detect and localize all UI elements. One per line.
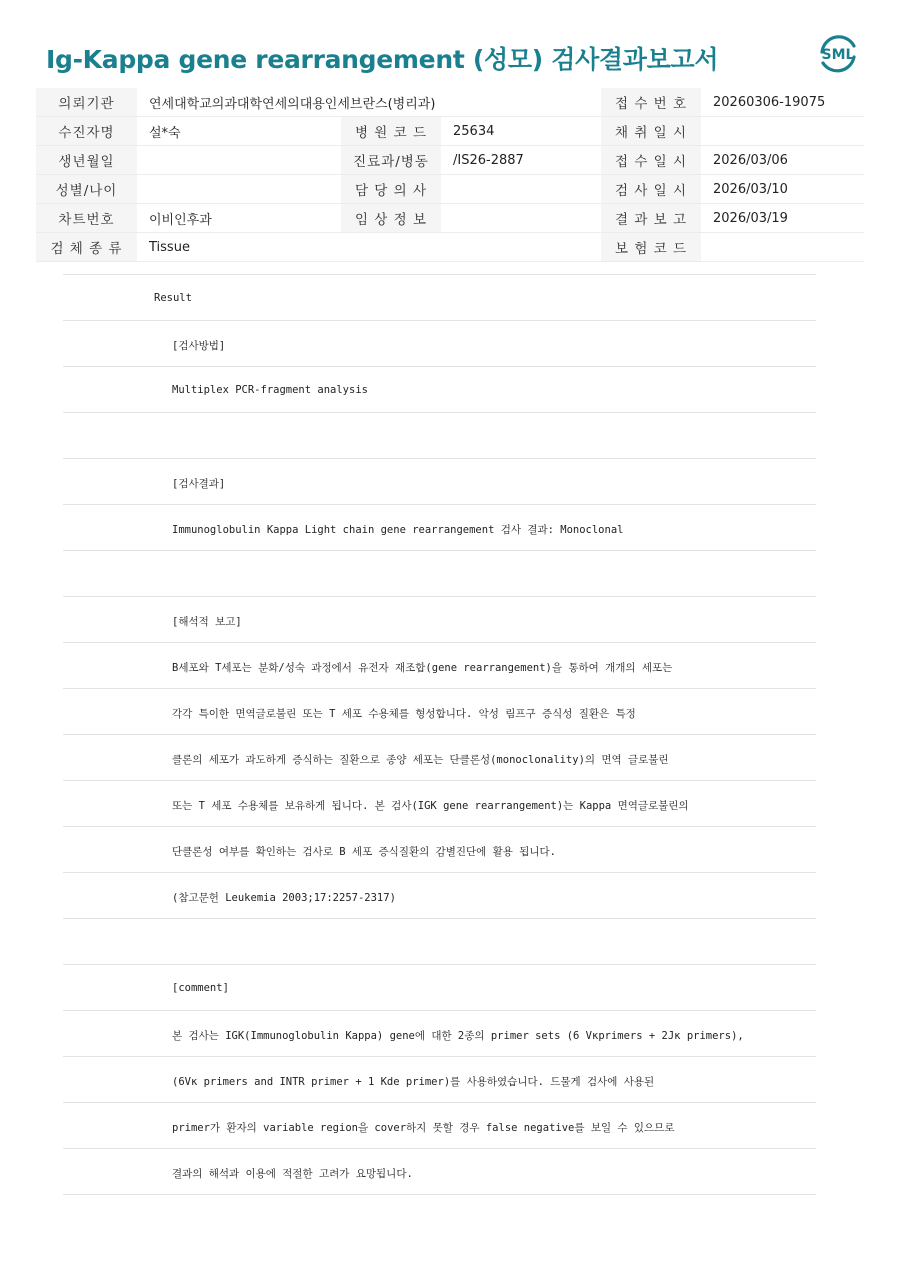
- result-header-row: [63, 274, 816, 320]
- info-value: [137, 146, 341, 175]
- patient-info-table: [36, 88, 864, 262]
- info-label: 진료과/병동: [341, 146, 441, 175]
- result-line-row: [63, 1102, 816, 1148]
- report-title: Ig-Kappa gene rearrangement (성모) 검사결과보고서: [46, 45, 719, 74]
- result-line: (6Vκ primers and INTR primer + 1 Kde primer)를 사용하였습니다. 드물게 검사에 사용된: [172, 1076, 655, 1088]
- result-line-row: [63, 504, 816, 550]
- info-value: [701, 233, 864, 262]
- info-value: [701, 117, 864, 146]
- result-header: Result: [154, 292, 192, 304]
- info-row: [36, 233, 864, 262]
- info-value: 2026/03/10: [701, 175, 864, 204]
- result-line-row: [63, 1010, 816, 1056]
- info-value: [137, 175, 341, 204]
- info-label: 접 수 일 시: [601, 146, 701, 175]
- logo-text: SML: [821, 47, 855, 63]
- result-line: (참고문헌 Leukemia 2003;17:2257-2317): [172, 892, 396, 904]
- result-line-row: [63, 918, 816, 964]
- result-line: 각각 특이한 면역글로불린 또는 T 세포 수용체를 형성합니다. 악성 림프구 증식성 질환은 특정: [172, 708, 636, 720]
- result-line: 단클론성 여부를 확인하는 검사로 B 세포 증식질환의 감별진단에 활용 됩니다.: [172, 846, 556, 858]
- info-label: 의뢰기관: [36, 88, 137, 117]
- result-line-row: [63, 964, 816, 1010]
- info-label: 담 당 의 사: [341, 175, 441, 204]
- result-line: Immunoglobulin Kappa Light chain gene rearrangement 검사 결과: Monoclonal: [172, 524, 624, 536]
- result-line-row: [63, 412, 816, 458]
- result-line-row: [63, 688, 816, 734]
- result-line-row: [63, 1148, 816, 1195]
- info-row: [36, 117, 864, 146]
- info-label: 검 사 일 시: [601, 175, 701, 204]
- info-value: 연세대학교의과대학연세의대용인세브란스(병리과): [137, 88, 601, 117]
- result-section: [63, 274, 816, 1195]
- info-label: 수진자명: [36, 117, 137, 146]
- info-label: 차트번호: [36, 204, 137, 233]
- sml-logo: [814, 30, 862, 78]
- info-label: 접 수 번 호: [601, 88, 701, 117]
- result-line-row: [63, 458, 816, 504]
- result-line-row: [63, 780, 816, 826]
- result-line-row: [63, 366, 816, 412]
- info-value: 설*숙: [137, 117, 341, 146]
- result-line-row: [63, 596, 816, 642]
- info-value: [441, 175, 601, 204]
- result-line: B세포와 T세포는 분화/성숙 과정에서 유전자 재조합(gene rearrangement)을 통하여 개개의 세포는: [172, 662, 673, 674]
- info-label: 생년월일: [36, 146, 137, 175]
- result-line-row: [63, 642, 816, 688]
- info-label: 채 취 일 시: [601, 117, 701, 146]
- result-line-row: [63, 872, 816, 918]
- info-row: [36, 146, 864, 175]
- result-line: primer가 환자의 variable region을 cover하지 못할 경우 false negative를 보일 수 있으므로: [172, 1122, 675, 1134]
- result-line: [comment]: [172, 982, 229, 994]
- info-value: /IS26-2887: [441, 146, 601, 175]
- info-value: Tissue: [137, 233, 601, 262]
- result-line: Multiplex PCR-fragment analysis: [172, 384, 368, 396]
- info-label: 결 과 보 고: [601, 204, 701, 233]
- result-line: [해석적 보고]: [172, 616, 242, 628]
- info-row: [36, 204, 864, 233]
- info-label: 보 험 코 드: [601, 233, 701, 262]
- info-value: 25634: [441, 117, 601, 146]
- result-line-row: [63, 320, 816, 366]
- info-row: [36, 175, 864, 204]
- result-line: 클론의 세포가 과도하게 증식하는 질환으로 종양 세포는 단클론성(monoclonality)의 면역 글로불린: [172, 754, 669, 766]
- result-line: 결과의 해석과 이용에 적절한 고려가 요망됩니다.: [172, 1168, 413, 1180]
- info-value: 2026/03/19: [701, 204, 864, 233]
- result-line: [검사방법]: [172, 340, 226, 352]
- info-value: 2026/03/06: [701, 146, 864, 175]
- info-label: 검 체 종 류: [36, 233, 137, 262]
- result-line-row: [63, 1056, 816, 1102]
- result-line-row: [63, 826, 816, 872]
- info-value: 20260306-19075: [701, 88, 864, 117]
- info-label: 임 상 정 보: [341, 204, 441, 233]
- result-line-row: [63, 550, 816, 596]
- info-label: 병 원 코 드: [341, 117, 441, 146]
- result-line-row: [63, 734, 816, 780]
- result-line: 또는 T 세포 수용체를 보유하게 됩니다. 본 검사(IGK gene rearrangement)는 Kappa 면역글로불린의: [172, 800, 689, 812]
- info-value: 이비인후과: [137, 204, 341, 233]
- info-row: [36, 88, 864, 117]
- info-value: [441, 204, 601, 233]
- info-label: 성별/나이: [36, 175, 137, 204]
- result-line: [검사결과]: [172, 478, 226, 490]
- result-line: 본 검사는 IGK(Immunoglobulin Kappa) gene에 대한 2종의 primer sets (6 Vκprimers + 2Jκ primers),: [172, 1030, 744, 1042]
